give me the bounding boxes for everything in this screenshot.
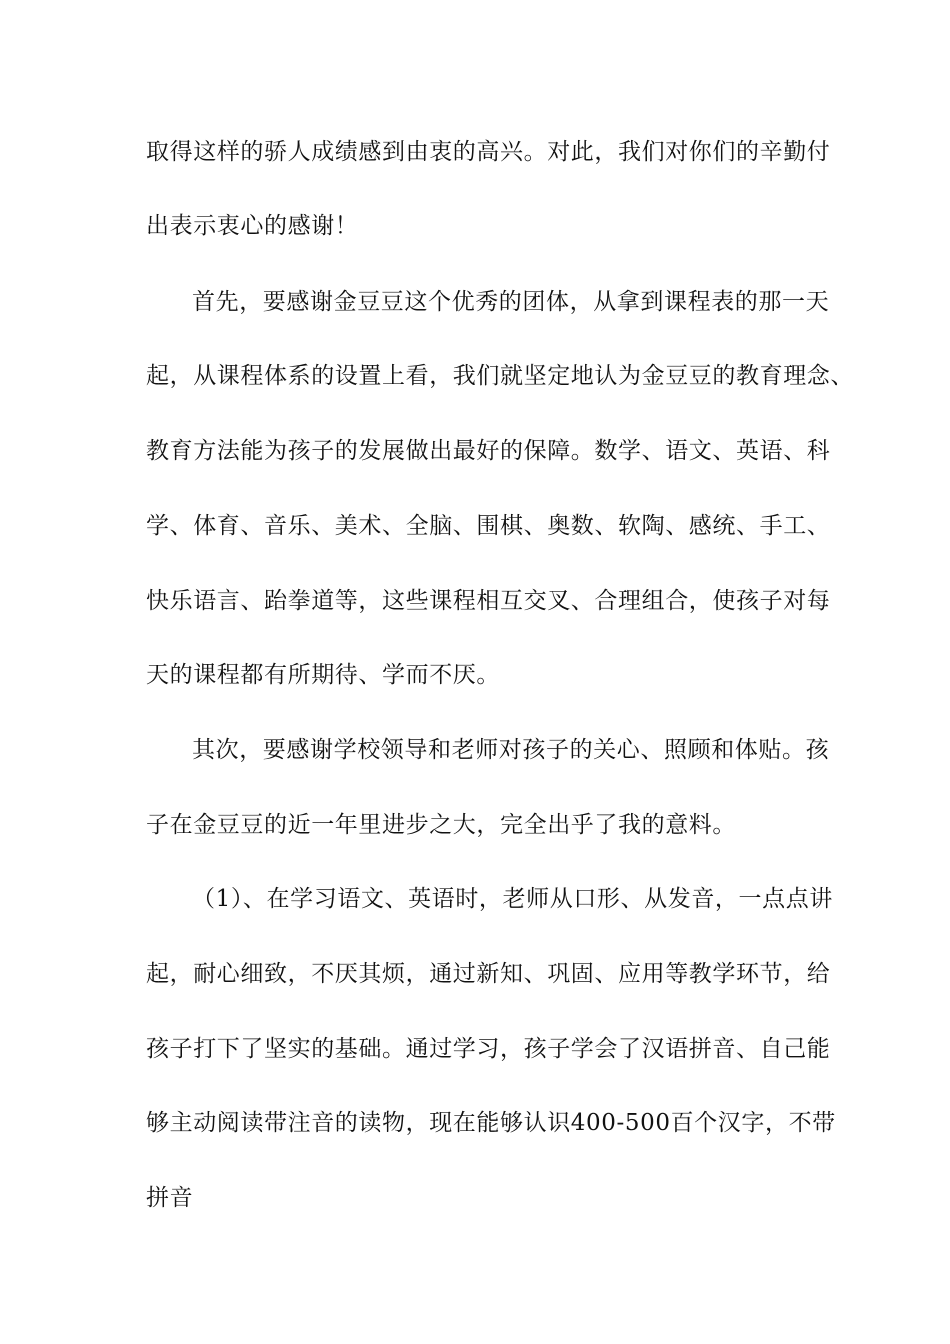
- text-line: 学、体育、音乐、美术、全脑、围棋、奥数、软陶、感统、手工、: [146, 513, 831, 539]
- text-line: 取得这样的骄人成绩感到由衷的高兴。对此，我们对你们的辛勤付: [146, 139, 831, 165]
- text-line: 天的课程都有所期待、学而不厌。: [146, 662, 500, 688]
- text-line: 快乐语言、跆拳道等，这些课程相互交叉、合理组合，使孩子对每: [146, 588, 831, 614]
- text-line: 起，耐心细致，不厌其烦，通过新知、巩固、应用等教学环节，给: [146, 961, 831, 987]
- paragraph-first-line: （1）、在学习语文、英语时，老师从口形、从发音，一点点讲: [192, 886, 833, 912]
- paragraph-first-line: 首先，要感谢金豆豆这个优秀的团体，从拿到课程表的那一天: [192, 289, 830, 315]
- paragraph-first-line: 其次，要感谢学校领导和老师对孩子的关心、照顾和体贴。孩: [192, 737, 830, 763]
- text-line: 出表示衷心的感谢！: [146, 213, 359, 239]
- text-line: 教育方法能为孩子的发展做出最好的保障。数学、语文、英语、科: [146, 438, 831, 464]
- text-line: 孩子打下了坚实的基础。通过学习，孩子学会了汉语拼音、自己能: [146, 1036, 831, 1062]
- text-line: 拼音: [146, 1185, 194, 1211]
- text-line: 子在金豆豆的近一年里进步之大，完全出乎了我的意料。: [146, 812, 736, 838]
- text-line: 够主动阅读带注音的读物，现在能够认识400-500百个汉字，不带: [146, 1110, 836, 1136]
- text-line: 起，从课程体系的设置上看，我们就坚定地认为金豆豆的教育理念、: [146, 363, 854, 389]
